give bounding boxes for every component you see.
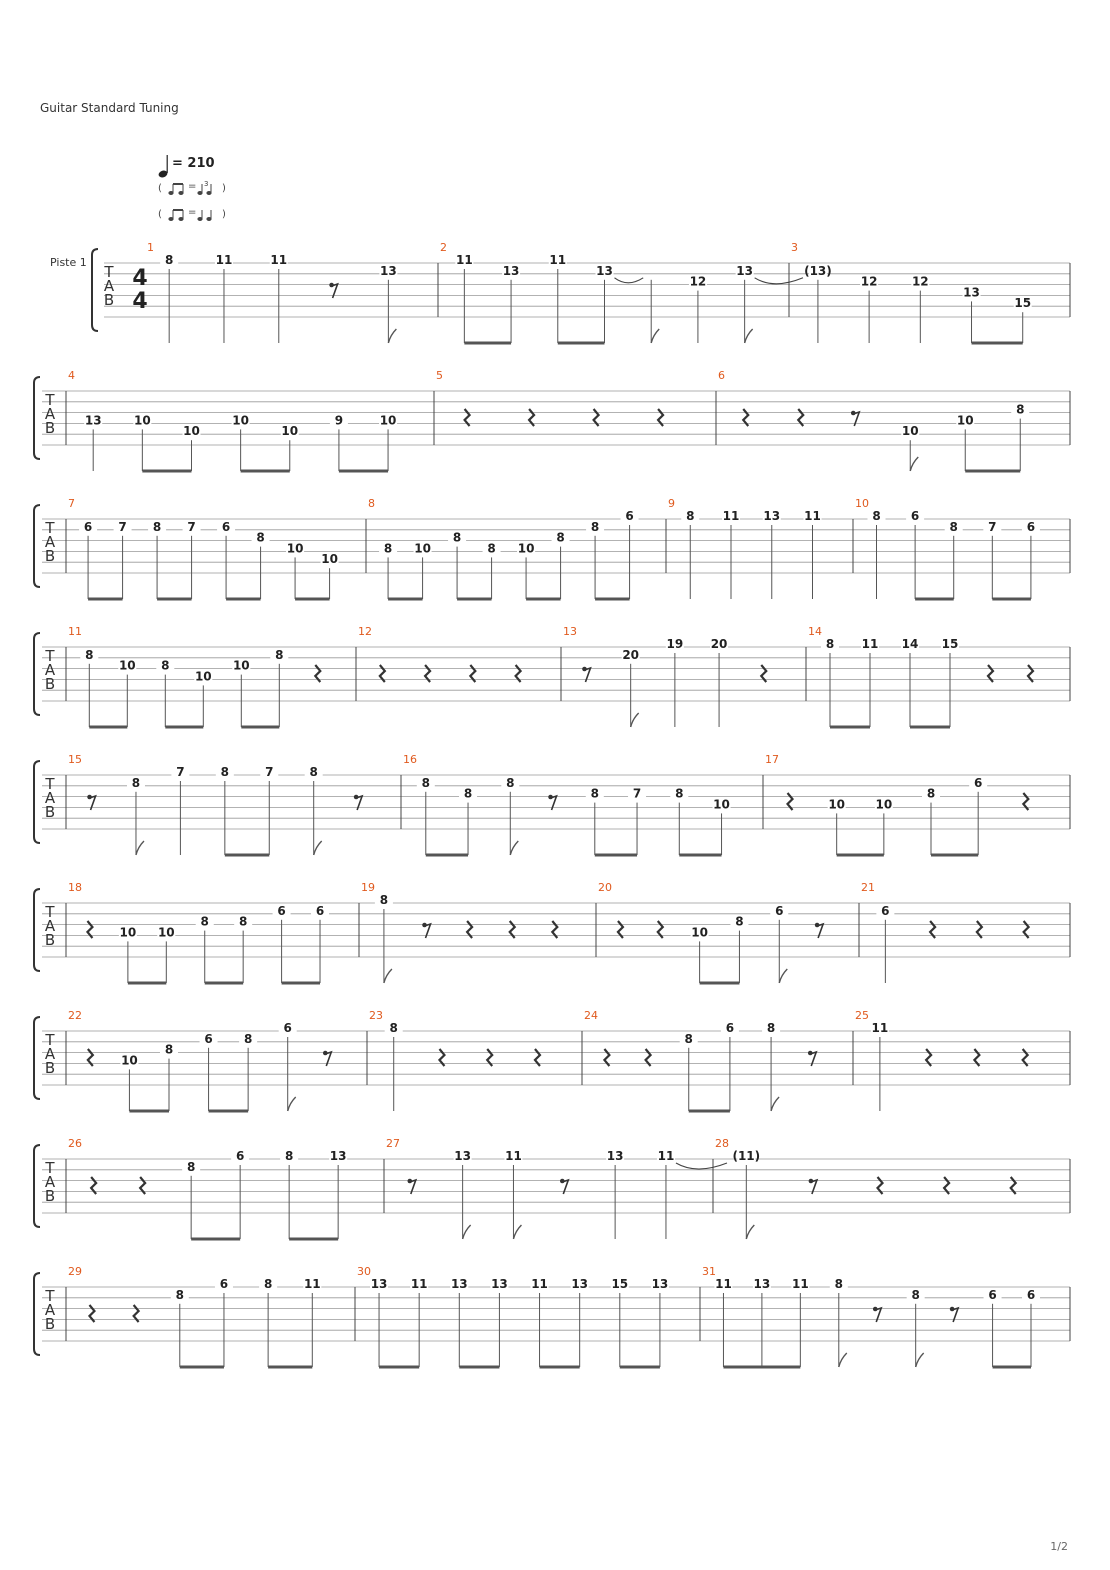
tab-clef-letter: A	[44, 533, 56, 551]
fret-number: 8	[506, 775, 515, 790]
measure-number: 3	[791, 241, 798, 254]
tab-clef-letter: T	[45, 1031, 55, 1049]
tab-clef-letter: T	[45, 903, 55, 921]
fret-number: 10	[414, 541, 431, 556]
fret-number: 13	[370, 1277, 388, 1291]
fret-number: 10	[828, 797, 846, 812]
fret-number: 11	[871, 1021, 889, 1035]
fret-number: 13	[84, 413, 102, 428]
eighth-flag-icon	[388, 329, 396, 343]
fret-number: 10	[194, 669, 212, 684]
fret-number: 10	[517, 541, 535, 556]
tab-clef-letter: B	[44, 675, 56, 693]
system-bracket	[34, 377, 40, 459]
eighth-rest-stroke	[817, 924, 823, 938]
fret-number: 8	[284, 1149, 294, 1163]
fret-number: 11	[549, 253, 567, 267]
eighth-flag-icon	[771, 1097, 779, 1111]
fret-number: 10	[875, 797, 893, 812]
fret-number: 11	[303, 1277, 321, 1291]
fret-number: 6	[219, 1277, 229, 1291]
fret-number: 8	[684, 1031, 693, 1046]
measure-number: 21	[861, 881, 875, 894]
eighth-rest-stroke	[584, 668, 590, 682]
fret-number: 8	[463, 786, 473, 801]
eighth-rest-stroke	[410, 1180, 416, 1194]
svg-text:=: =	[188, 181, 197, 192]
fret-number: 6	[973, 775, 983, 790]
tempo-value: = 210	[172, 156, 215, 171]
fret-number: 11	[722, 509, 740, 523]
fret-number: 11	[715, 1277, 732, 1291]
svg-text:3: 3	[204, 180, 209, 188]
fret-number: 8	[686, 509, 695, 523]
measure-number: 11	[68, 625, 82, 638]
eighth-rest-stroke	[952, 1308, 958, 1322]
system-9	[34, 1265, 1070, 1367]
fret-number: 8	[164, 1042, 174, 1057]
fret-number: 7	[118, 519, 127, 534]
svg-text:=: =	[188, 207, 197, 218]
fret-number: 8	[200, 914, 209, 929]
svg-text:): )	[222, 209, 226, 220]
fret-number: 13	[963, 285, 980, 300]
system-bracket	[34, 1017, 40, 1099]
fret-number: 6	[881, 903, 890, 918]
fret-number: 8	[766, 1021, 776, 1035]
fret-number: 13	[450, 1277, 468, 1291]
measure-number: 13	[563, 625, 577, 638]
measure-number: 22	[68, 1009, 82, 1022]
fret-number: 13	[502, 263, 520, 278]
tuning-label: Guitar Standard Tuning	[40, 101, 179, 115]
fret-number: 13	[380, 263, 397, 278]
eighth-flag-icon	[631, 713, 639, 727]
system-bracket	[34, 889, 40, 971]
measure-number: 8	[368, 497, 375, 510]
fret-number: 8	[590, 519, 600, 534]
eighth-rest-stroke	[90, 796, 96, 810]
fret-number: 8	[256, 530, 265, 545]
fret-number: 11	[861, 637, 879, 651]
measure-number: 7	[68, 497, 75, 510]
eighth-flag-icon	[651, 329, 659, 343]
fret-number: 10	[379, 413, 397, 428]
tab-clef-letter: B	[44, 1059, 56, 1077]
tab-clef-letter: A	[44, 789, 56, 807]
fret-number: 6	[988, 1287, 997, 1302]
fret-number: 9	[334, 413, 344, 428]
eighth-flag-icon	[136, 841, 144, 855]
fret-number: 11	[270, 253, 288, 267]
tab-clef-letter: B	[44, 547, 56, 565]
fret-number: 10	[119, 925, 137, 940]
fret-number: 6	[283, 1021, 292, 1035]
system-8	[34, 1137, 1070, 1239]
fret-number: 8	[243, 1031, 253, 1046]
system-4	[34, 625, 1070, 727]
fret-number: 7	[176, 765, 185, 779]
page-number: 1/2	[1050, 1540, 1068, 1553]
fret-number: 12	[911, 274, 929, 289]
measure-number: 1	[147, 241, 154, 254]
fret-number: 13	[606, 1149, 624, 1163]
fret-number: 13	[763, 509, 781, 523]
system-bracket	[34, 1145, 40, 1227]
fret-number: 8	[590, 786, 599, 801]
measure-number: 14	[808, 625, 822, 638]
fret-number: 8	[263, 1277, 273, 1291]
fret-number: 11	[531, 1277, 548, 1291]
fret-number: 13	[329, 1149, 347, 1163]
system-1	[92, 241, 1070, 343]
fret-number: 12	[689, 274, 707, 289]
fret-number: 6	[277, 903, 286, 918]
fret-number: 8	[1016, 402, 1025, 417]
fret-number: 8	[735, 914, 744, 929]
fret-number: 10	[183, 424, 200, 439]
fret-number: 19	[666, 637, 684, 651]
fret-number: 8	[675, 786, 684, 801]
system-3	[34, 497, 1070, 599]
fret-number: 8	[165, 253, 174, 267]
measure-number: 28	[715, 1137, 729, 1150]
tie-arc	[755, 278, 803, 284]
fret-number: 8	[161, 658, 170, 673]
eighth-rest-stroke	[356, 796, 362, 810]
measure-number: 19	[361, 881, 375, 894]
system-7	[34, 1009, 1070, 1111]
fret-number: 7	[632, 786, 642, 801]
fret-number: 13	[454, 1149, 471, 1163]
system-5	[34, 753, 1070, 855]
eighth-rest-stroke	[551, 796, 557, 810]
fret-number: 10	[133, 413, 151, 428]
fret-number: 6	[235, 1149, 245, 1163]
measure-number: 12	[358, 625, 372, 638]
tie-arc	[614, 278, 643, 283]
tab-clef-letter: A	[44, 1301, 56, 1319]
measure-number: 6	[718, 369, 725, 382]
fret-number: 6	[315, 903, 325, 918]
measure-number: 25	[855, 1009, 869, 1022]
fret-number: 8	[275, 647, 284, 662]
fret-number: 6	[775, 903, 784, 918]
svg-text:): )	[222, 183, 226, 194]
fret-number: 6	[221, 519, 231, 534]
tab-clef-letter: A	[44, 405, 56, 423]
fret-number: 10	[118, 658, 136, 673]
fret-number: 8	[926, 786, 936, 801]
fret-number: 10	[286, 541, 304, 556]
fret-number: 8	[379, 893, 389, 907]
tab-clef-letter: A	[103, 277, 115, 295]
tab-clef-letter: A	[44, 661, 56, 679]
eighth-rest-stroke	[811, 1180, 817, 1194]
fret-number: 8	[175, 1287, 184, 1302]
fret-number: 8	[85, 647, 94, 662]
fret-number: 8	[487, 541, 496, 556]
tab-clef-letter: B	[44, 803, 56, 821]
fret-number: 8	[309, 765, 318, 779]
fret-number: 11	[455, 253, 473, 267]
eighth-flag-icon	[314, 841, 322, 855]
measure-number: 29	[68, 1265, 82, 1278]
fret-number: 13	[596, 263, 613, 278]
eighth-flag-icon	[513, 1225, 521, 1239]
fret-number: 8	[220, 765, 230, 779]
fret-number: 10	[321, 552, 338, 567]
tab-clef-letter: T	[45, 1287, 55, 1305]
fret-number: 8	[383, 541, 393, 556]
fret-number: 6	[625, 509, 634, 523]
eighth-flag-icon	[745, 329, 753, 343]
system-bracket	[34, 633, 40, 715]
system-2	[34, 369, 1070, 471]
eighth-rest-stroke	[325, 1052, 331, 1066]
measure-number: 2	[440, 241, 447, 254]
tab-clef-letter: T	[104, 263, 114, 281]
tab-clef-letter: A	[44, 917, 56, 935]
fret-number: 13	[736, 263, 753, 278]
system-bracket	[92, 249, 98, 331]
fret-number: 20	[710, 637, 728, 651]
fret-number: 10	[281, 424, 299, 439]
fret-number: 13	[651, 1277, 669, 1291]
system-bracket	[34, 505, 40, 587]
fret-number: 6	[204, 1031, 213, 1046]
tie-arc	[676, 1163, 727, 1169]
fret-number: 6	[910, 509, 920, 523]
fret-number: 14	[901, 637, 919, 651]
fret-number: 12	[860, 274, 878, 289]
eighth-flag-icon	[510, 841, 518, 855]
fret-number: 10	[956, 413, 974, 428]
fret-number: 8	[452, 530, 462, 545]
eighth-flag-icon	[779, 969, 787, 983]
fret-number: 7	[988, 519, 997, 534]
measure-number: 20	[598, 881, 612, 894]
measure-number: 23	[369, 1009, 383, 1022]
fret-number: 11	[791, 1277, 809, 1291]
fret-number: 10	[691, 925, 708, 940]
eighth-rest-stroke	[853, 412, 859, 426]
fret-number: 8	[911, 1287, 920, 1302]
eighth-flag-icon	[384, 969, 392, 983]
fret-number: 10	[713, 797, 730, 812]
fret-number: 8	[949, 519, 958, 534]
tab-clef-letter: B	[44, 419, 56, 437]
tab-clef-letter: B	[44, 1187, 56, 1205]
measure-number: 31	[702, 1265, 716, 1278]
fret-number: 6	[1026, 1287, 1036, 1302]
fret-number: (11)	[732, 1149, 761, 1163]
measure-number: 26	[68, 1137, 82, 1150]
fret-number: 8	[238, 914, 248, 929]
fret-number: 8	[152, 519, 162, 534]
measure-number: 4	[68, 369, 75, 382]
eighth-rest-stroke	[875, 1308, 881, 1322]
measure-number: 27	[386, 1137, 400, 1150]
tab-clef-letter: T	[45, 519, 55, 537]
fret-number: 15	[1014, 296, 1032, 311]
fret-number: 13	[571, 1277, 589, 1291]
fret-number: 8	[131, 775, 141, 790]
fret-number: 8	[834, 1277, 843, 1291]
measure-number: 10	[855, 497, 869, 510]
eighth-rest-stroke	[332, 284, 338, 298]
fret-number: 8	[872, 509, 881, 523]
measure-number: 18	[68, 881, 82, 894]
eighth-flag-icon	[463, 1225, 471, 1239]
fret-number: 8	[421, 775, 430, 790]
eighth-flag-icon	[746, 1225, 754, 1239]
fret-number: 6	[83, 519, 93, 534]
eighth-flag-icon	[839, 1353, 847, 1367]
fret-number: 10	[121, 1053, 138, 1068]
measure-number: 17	[765, 753, 779, 766]
fret-number: 8	[389, 1021, 398, 1035]
fret-number: (13)	[804, 263, 832, 278]
fret-number: 11	[657, 1149, 675, 1163]
fret-number: 8	[186, 1159, 196, 1174]
fret-number: 10	[232, 658, 250, 673]
measure-number: 5	[436, 369, 443, 382]
time-signature-denominator: 4	[132, 289, 148, 314]
tab-clef-letter: A	[44, 1045, 56, 1063]
fret-number: 7	[187, 519, 196, 534]
measure-number: 24	[584, 1009, 598, 1022]
fret-number: 13	[753, 1277, 771, 1291]
fret-number: 11	[215, 253, 233, 267]
fret-number: 7	[265, 765, 274, 779]
eighth-flag-icon	[910, 457, 918, 471]
tab-clef-letter: T	[45, 1159, 55, 1177]
fret-number: 10	[232, 413, 249, 428]
svg-text:(: (	[158, 183, 162, 194]
track-name: Piste 1	[50, 256, 87, 269]
fret-number: 6	[1026, 519, 1036, 534]
fret-number: 8	[556, 530, 565, 545]
fret-number: 11	[804, 509, 821, 523]
fret-number: 13	[491, 1277, 508, 1291]
fret-number: 11	[410, 1277, 428, 1291]
eighth-flag-icon	[288, 1097, 296, 1111]
measure-number: 30	[357, 1265, 371, 1278]
tab-clef-letter: B	[44, 1315, 56, 1333]
fret-number: 8	[825, 637, 835, 651]
system-bracket	[34, 761, 40, 843]
fret-number: 20	[622, 647, 640, 662]
tab-clef-letter: B	[44, 931, 56, 949]
fret-number: 10	[901, 424, 919, 439]
fret-number: 11	[505, 1149, 522, 1163]
measure-number: 15	[68, 753, 82, 766]
tab-clef-letter: A	[44, 1173, 56, 1191]
fret-number: 6	[725, 1021, 735, 1035]
measure-number: 16	[403, 753, 417, 766]
tab-clef-letter: T	[45, 391, 55, 409]
fret-number: 10	[157, 925, 175, 940]
eighth-rest-stroke	[810, 1052, 816, 1066]
fret-number: 15	[611, 1277, 629, 1291]
eighth-rest-stroke	[562, 1180, 568, 1194]
tab-clef-letter: T	[45, 775, 55, 793]
system-bracket	[34, 1273, 40, 1355]
eighth-rest-stroke	[425, 924, 431, 938]
tab-clef-letter: B	[103, 291, 115, 309]
measure-number: 9	[668, 497, 675, 510]
fret-number: 15	[941, 637, 959, 651]
time-signature-numerator: 4	[132, 266, 148, 291]
tab-clef-letter: T	[45, 647, 55, 665]
svg-text:(: (	[158, 209, 162, 220]
eighth-flag-icon	[916, 1353, 924, 1367]
